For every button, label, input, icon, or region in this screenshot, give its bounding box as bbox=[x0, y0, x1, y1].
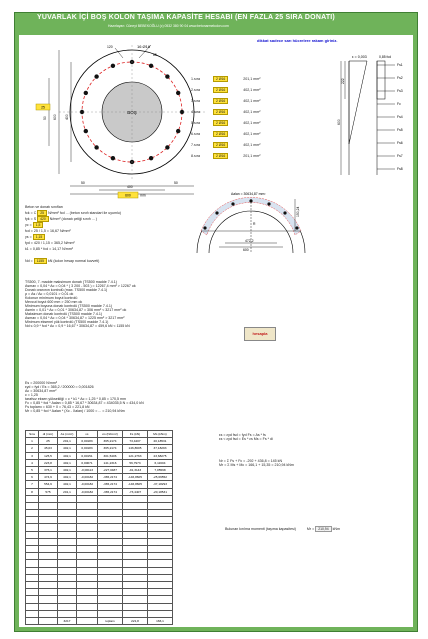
table-cell: 25 bbox=[39, 438, 58, 445]
table-cell: 2 bbox=[26, 445, 39, 452]
dim-400-bottom: 400 bbox=[127, 185, 133, 189]
table-total-cell: 166,1 bbox=[148, 617, 173, 624]
table-total-cell bbox=[39, 617, 58, 624]
bar-row-input[interactable]: 2 Ø16 bbox=[213, 98, 228, 104]
table-cell: -0,00182 bbox=[77, 474, 98, 481]
bar-row-unit: mm² bbox=[252, 88, 261, 92]
table-cell: 8 bbox=[26, 488, 39, 495]
strain-stress-diagram bbox=[339, 49, 411, 179]
table-row-empty bbox=[26, 596, 173, 603]
worksheet-frame bbox=[14, 12, 418, 632]
table-cell: 141,2316 bbox=[98, 459, 123, 466]
worksheet-paper bbox=[19, 35, 413, 627]
fyd-row: fyd = 420 / 1,15 = 365,2 N/mm² bbox=[25, 241, 75, 245]
table-row bbox=[26, 481, 173, 488]
strain-label: ε = 0,003 bbox=[352, 55, 367, 59]
fcd-row: fcd = 25 / 1,5 = 16,67 N/mm² bbox=[25, 229, 71, 233]
force-label: Fc bbox=[397, 102, 401, 107]
table-cell: 20,18531 bbox=[148, 438, 173, 445]
force-label: Fs1 bbox=[397, 63, 403, 68]
table-cell: 402,1 bbox=[58, 459, 77, 466]
table-cell: 45,03 bbox=[39, 445, 58, 452]
fck-input[interactable]: 25 bbox=[37, 210, 47, 216]
dim-600-bottom: 600 bbox=[125, 193, 131, 198]
bar-row-index: 2.sıra bbox=[191, 88, 200, 92]
force-label: Fs3 bbox=[397, 89, 403, 94]
table-row-empty bbox=[26, 553, 173, 560]
mr-value: 210,94 bbox=[315, 526, 331, 532]
table-cell: 402,1 bbox=[58, 466, 77, 473]
bar-row-input[interactable]: 2 Ø16 bbox=[213, 120, 228, 126]
bar-row-area: 402,1 bbox=[243, 110, 253, 114]
calculate-button[interactable]: hesapla bbox=[244, 327, 276, 341]
table-total-cell bbox=[77, 617, 98, 624]
bar-row bbox=[191, 77, 260, 81]
bar-row bbox=[191, 132, 260, 136]
table-cell: 146,8605 bbox=[123, 445, 148, 452]
fck-row: fck = C 25 N/mm² fcd ... (beton sınıfı standart ile uyumlu) bbox=[25, 211, 121, 215]
table-cell: 1 bbox=[26, 438, 39, 445]
table-cell: 402,1 bbox=[58, 452, 77, 459]
result-row: Bulunan kırılma momenti (taşıma kapasitesi) Mr = 210,94 kNm bbox=[225, 527, 340, 531]
fyk-row: fyk = S 420 N/mm² (donatı çeliği sınıfı ... ) bbox=[25, 217, 97, 221]
table-cell: 0,00183 bbox=[77, 445, 98, 452]
table-cell: -365,2174 bbox=[98, 481, 123, 488]
dim-222: 222 bbox=[341, 78, 345, 84]
table-cell: 37,18293 bbox=[148, 445, 173, 452]
compression-area-diagram bbox=[191, 185, 311, 260]
bar-row-area: 402,1 bbox=[243, 99, 253, 103]
table-cell: 23,68275 bbox=[148, 452, 173, 459]
table-cell: 0,00151 bbox=[77, 452, 98, 459]
table-header: Sıra bbox=[26, 431, 39, 438]
table-row-empty bbox=[26, 524, 173, 531]
dim-472: 472,2 bbox=[245, 239, 254, 243]
table-cell: 554,9 bbox=[39, 481, 58, 488]
bar-count-label: 16 Ø16 bbox=[137, 44, 151, 49]
bar-row-index: 8.sıra bbox=[191, 154, 200, 158]
table-cell: 6,11604 bbox=[148, 459, 173, 466]
dim-120: 120 bbox=[107, 45, 113, 49]
material-title: Beton ve donatı sınıfları bbox=[25, 205, 63, 209]
bar-row bbox=[191, 110, 260, 114]
table-cell: 365,2174 bbox=[98, 445, 123, 452]
table-cell: -37,18293 bbox=[148, 481, 173, 488]
table-cell: -0,00182 bbox=[77, 488, 98, 495]
table-row bbox=[26, 488, 173, 495]
table-row-empty bbox=[26, 603, 173, 610]
table-cell: -146,8605 bbox=[123, 474, 148, 481]
force-label: Fs6 bbox=[397, 141, 403, 146]
results-block: Es = 200000 N/mm² εyd = fyd / Es = 365,2 / 200000 = 0,001826 Ac = 30634,87 mm² c = 1,25 tarafsız eksen yüksekliği = c * k1 * Ac = 1,25 * 0,85 = 170,5 mm Fc = 0,85 * fcd * Aalan = 0,85 * 16,67 * 30634,87 = 434035,5 N = 434,0 kN Fs toplamı = 630 + 0 = 76,43 = 221,8 kN Mr = 0,85 * fcd * Aalan * (Xc - Xalan) / 1000 = ... = 210,94 kNm bbox=[25, 381, 144, 413]
area-label: Aalan = 30634,87 mm² bbox=[231, 192, 266, 196]
table-row bbox=[26, 466, 173, 473]
table-row-empty bbox=[26, 531, 173, 538]
bar-row-unit: mm² bbox=[252, 77, 261, 81]
table-row-empty bbox=[26, 574, 173, 581]
k1-row: k1 = 0,85 * fcd = 14,17 N/mm² bbox=[25, 247, 73, 251]
page-subtitle: Hazırlayan: Cüneyt BEBEKOĞLU (c) 0532 380 90 04 www.betonarmekolon.com bbox=[108, 24, 229, 28]
table-row-empty bbox=[26, 581, 173, 588]
gamma-c-input[interactable]: 1,5 bbox=[33, 222, 44, 228]
bar-row bbox=[191, 121, 260, 125]
table-row-empty bbox=[26, 567, 173, 574]
table-cell: 121,2763 bbox=[123, 452, 148, 459]
bar-row bbox=[191, 143, 260, 147]
dim-50-vertical: 50 bbox=[43, 116, 47, 120]
table-cell: 0,00071 bbox=[77, 459, 98, 466]
dim-150: 150,24 bbox=[296, 206, 300, 217]
table-cell: 4 bbox=[26, 459, 39, 466]
table-cell: 5 bbox=[26, 466, 39, 473]
radius-label: R bbox=[253, 222, 256, 226]
table-cell: -25,66552 bbox=[148, 474, 173, 481]
table-total-cell bbox=[26, 617, 39, 624]
bar-row-area: 402,1 bbox=[243, 121, 253, 125]
bar-row-area: 201,1 bbox=[243, 154, 253, 158]
input-note: dikkat sadece sarı hücrelere rakam giriniz. bbox=[257, 38, 338, 43]
dim-600-stress: 600 bbox=[337, 119, 341, 125]
table-row-empty bbox=[26, 517, 173, 524]
dim-400-vertical: 400 bbox=[65, 114, 69, 120]
table-header: Fs (kN) bbox=[123, 431, 148, 438]
table-cell: -0,00113 bbox=[77, 466, 98, 473]
bar-row-index: 3.sıra bbox=[191, 99, 200, 103]
bar-row-input[interactable]: 2 Ø16 bbox=[213, 142, 228, 148]
table-row bbox=[26, 445, 173, 452]
table-row bbox=[26, 474, 173, 481]
formula-block: εs = εyd fsd = fyd Fs = As * fs εs < εyd fsd = Es * εs Ms = Fs * di Nr = Σ Fs + Fc = -292 + 436,8 = 145 kN Mr = Σ Ms + Mc = 166,1 + 15,35 = 210,94 kNm bbox=[219, 433, 294, 467]
table-cell: -73,4407 bbox=[123, 488, 148, 495]
table-cell: 0,00183 bbox=[77, 438, 98, 445]
table-header: As (mm²) bbox=[58, 431, 77, 438]
bar-row-input[interactable]: 2 Ø16 bbox=[213, 153, 228, 159]
bar-row-input[interactable]: 2 Ø16 bbox=[213, 87, 228, 93]
table-cell: 223,8 bbox=[39, 459, 58, 466]
table-row-empty bbox=[26, 560, 173, 567]
table-row-empty bbox=[26, 610, 173, 617]
dim-600-area: 600 bbox=[243, 248, 249, 252]
table-row-empty bbox=[26, 495, 173, 502]
table-total-cell: 221,8 bbox=[123, 617, 148, 624]
table-header: εs bbox=[77, 431, 98, 438]
table-cell: -146,8605 bbox=[123, 481, 148, 488]
dim-600-vertical: 600 bbox=[53, 114, 57, 120]
table-cell: -91,3143 bbox=[123, 466, 148, 473]
fyk-input[interactable]: 420 bbox=[37, 216, 49, 222]
nd-input[interactable]: 1155 bbox=[34, 258, 47, 264]
force-label: Fs7 bbox=[397, 154, 403, 159]
table-cell: -0,00182 bbox=[77, 481, 98, 488]
table-cell: 73,4407 bbox=[123, 438, 148, 445]
table-cell: 301,5406 bbox=[98, 452, 123, 459]
gamma-s-input[interactable]: 1,15 bbox=[33, 234, 46, 240]
table-cell: 56,7973 bbox=[123, 459, 148, 466]
results-table-wrap bbox=[25, 430, 173, 625]
table-cell: 7 bbox=[26, 481, 39, 488]
force-label: Fs8 bbox=[397, 167, 403, 172]
table-row bbox=[26, 459, 173, 466]
table-row bbox=[26, 438, 173, 445]
table-cell: -365,2174 bbox=[98, 474, 123, 481]
fcd-label: 0,85 fcd bbox=[379, 55, 392, 59]
hollow-label: BOŞ bbox=[127, 110, 137, 115]
table-cell: 402,1 bbox=[58, 445, 77, 452]
dim-50-bottom-right: 50 bbox=[174, 181, 178, 185]
bar-row-index: 7.sıra bbox=[191, 143, 200, 147]
bar-row-input[interactable]: 2 Ø16 bbox=[213, 76, 228, 82]
dim-65: 65 bbox=[153, 53, 157, 57]
force-label: Fs4 bbox=[397, 115, 403, 120]
table-row bbox=[26, 452, 173, 459]
gamma-s-row: γs = 1,15 bbox=[25, 235, 45, 239]
bar-row-unit: mm² bbox=[252, 121, 261, 125]
checks-block: TS500, 7. madde maksimum donatı (TS500 madde 7.4.1) Asmax = 0,04 * Ac = 0,04 * ( 3 200 - 503 ) = 12267,4 mm² > 12267 ok Donatı oranının kontrolü (max. TS500 madde 7.4.1) ρ = As / Ac = 0,0101 > 0,01 ok Kolonun minimum boyut kontrolü Mevcut boyut 600 mm > 250 mm ok Minimum boyuna donatı kontrolü (TS500 madde 7.4.1) Asmin = 0,01 * Ac = 0,01 * 30634,87 = 306 mm² < 3217 mm² ok Maksimum donatı kontrolü (TS500 madde 7.4.1) Asmax = 0,04 * Ac = 0,04 * 30634,87 = 1225 mm² > 3217 mm² Minimum eksenel yük kontrolü (TS500 madde 7.4.1) Nd ≤ 0,9 * fcd * Ac = 0,9 * 16,67 * 30634,87 = 459,6 kN < 1155 kN bbox=[25, 280, 136, 328]
table-cell: 125,5 bbox=[39, 452, 58, 459]
gamma-c-row: γc = 1,5 bbox=[25, 223, 43, 227]
results-table bbox=[25, 430, 173, 625]
table-row-empty bbox=[26, 589, 173, 596]
bar-row bbox=[191, 88, 260, 92]
table-cell: 3 bbox=[26, 452, 39, 459]
bar-row-unit: mm² bbox=[252, 99, 261, 103]
bar-row-index: 4.sıra bbox=[191, 110, 200, 114]
force-label: Fs2 bbox=[397, 76, 403, 81]
force-label: Fs5 bbox=[397, 128, 403, 133]
bar-row bbox=[191, 154, 260, 158]
table-cell: 201,1 bbox=[58, 488, 77, 495]
table-cell: 7,05598 bbox=[148, 466, 173, 473]
bar-row-area: 402,1 bbox=[243, 143, 253, 147]
table-header: di (mm) bbox=[39, 431, 58, 438]
nd-row: Nd = 1155 kN (kolon hesap normal kuvveti) bbox=[25, 259, 100, 263]
page-title: YUVARLAK İÇİ BOŞ KOLON TAŞIMA KAPASİTE HESABI (EN FAZLA 25 SIRA DONATI) bbox=[37, 14, 335, 21]
bar-row-area: 201,1 bbox=[243, 77, 253, 81]
table-total-cell: 3217 bbox=[58, 617, 77, 624]
table-cell: 402,1 bbox=[58, 481, 77, 488]
bar-row-area: 402,1 bbox=[243, 88, 253, 92]
dim-50-bottom-left: 50 bbox=[81, 181, 85, 185]
table-total-row bbox=[26, 617, 173, 624]
table-cell: 575 bbox=[39, 488, 58, 495]
bar-row-unit: mm² bbox=[252, 110, 261, 114]
table-cell: 6 bbox=[26, 474, 39, 481]
table-row-empty bbox=[26, 502, 173, 509]
table-cell: -227,0487 bbox=[98, 466, 123, 473]
table-row-empty bbox=[26, 510, 173, 517]
bar-row-unit: mm² bbox=[252, 143, 261, 147]
bar-row bbox=[191, 99, 260, 103]
table-header: Ms (kNm) bbox=[148, 431, 173, 438]
bar-row-input[interactable]: 2 Ø16 bbox=[213, 131, 228, 137]
bar-row-index: 5.sıra bbox=[191, 121, 200, 125]
table-header: σs (N/mm²) bbox=[98, 431, 123, 438]
bar-row-area: 402,1 bbox=[243, 132, 253, 136]
bar-row-index: 1.sıra bbox=[191, 77, 200, 81]
column-section-drawing bbox=[19, 40, 224, 200]
bar-row-input[interactable]: 2 Ø16 bbox=[213, 109, 228, 115]
bar-row-unit: mm² bbox=[252, 154, 261, 158]
table-cell: -20,18531 bbox=[148, 488, 173, 495]
bar-row-index: 6.sıra bbox=[191, 132, 200, 136]
table-cell: 402,1 bbox=[58, 474, 77, 481]
table-cell: 474,9 bbox=[39, 474, 58, 481]
bar-row-unit: mm² bbox=[252, 132, 261, 136]
table-total-cell: toplam bbox=[98, 617, 123, 624]
cover-value: 25 bbox=[41, 105, 45, 110]
table-row-empty bbox=[26, 546, 173, 553]
table-cell: 201,1 bbox=[58, 438, 77, 445]
dim-unit: mm bbox=[140, 193, 146, 198]
table-cell: 365,2174 bbox=[98, 438, 123, 445]
table-cell: -365,2174 bbox=[98, 488, 123, 495]
table-row-empty bbox=[26, 538, 173, 545]
table-cell: 376,1 bbox=[39, 466, 58, 473]
